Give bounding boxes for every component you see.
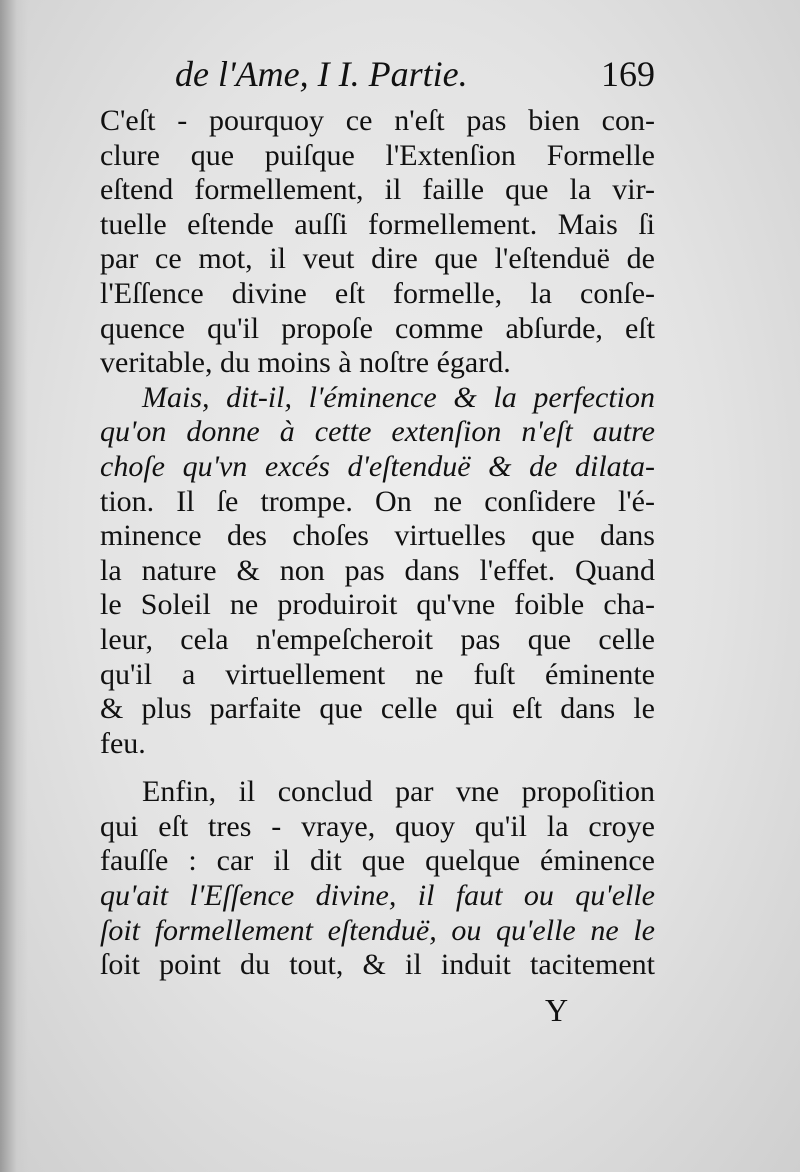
text-line: feu. <box>100 726 146 760</box>
text-line: veritable, du moins à noſtre égard. <box>100 346 511 380</box>
text-line-italic: qu'ait l'Eſſence divine, il faut ou qu'elle <box>100 879 655 913</box>
text-line: Enfin, il conclud par vne propoſition <box>142 775 655 809</box>
text-line: tion. Il ſe trompe. On ne conſidere l'é- <box>100 484 655 518</box>
paragraph <box>100 104 655 381</box>
text-line: clure que puiſque l'Extenſion Formelle <box>100 138 655 172</box>
paragraph-spacer <box>100 761 655 775</box>
text-line: quence qu'il propoſe comme abſurde, eſt <box>100 311 655 345</box>
text-line: ſoit point du tout, & il induit tacitement <box>100 948 655 982</box>
text-line: eſtend formellement, il faille que la vir- <box>100 173 655 207</box>
paragraph <box>100 381 655 762</box>
text-line-italic: qu'on donne à cette extenſion n'eſt autre <box>100 415 655 449</box>
text-line: & plus parfaite que celle qui eſt dans le <box>100 692 655 726</box>
text-line: qui eſt tres - vraye, quoy qu'il la croye <box>100 809 655 843</box>
text-line: fauſſe : car il dit que quelque éminence <box>100 844 655 878</box>
text-line: qu'il a virtuellement ne fuſt éminente <box>100 657 655 691</box>
body-text <box>100 104 655 983</box>
text-line: tuelle eſtende auſſi formellement. Mais ſi <box>100 207 655 241</box>
text-line: la nature & non pas dans l'effet. Quand <box>100 553 655 587</box>
text-line: le Soleil ne produiroit qu'vne foible cha- <box>100 588 655 622</box>
page-number: 169 <box>601 54 655 94</box>
page-gutter-shadow <box>0 0 28 1172</box>
text-line: par ce mot, il veut dire que l'eſtenduë de <box>100 242 655 276</box>
signature-mark: Y <box>545 992 569 1028</box>
page-header <box>175 52 655 96</box>
text-line: leur, cela n'empeſcheroit pas que celle <box>100 622 655 656</box>
text-line: l'Eſſence divine eſt formelle, la conſe- <box>100 276 655 310</box>
paragraph <box>100 775 655 983</box>
text-line: minence des choſes virtuelles que dans <box>100 519 655 553</box>
text-line-italic: ſoit formellement eſtenduë, ou qu'elle ne le <box>100 913 655 947</box>
running-head: de l'Ame, I I. Partie. <box>175 54 468 94</box>
text-line-italic: choſe qu'vn excés d'eſtenduë & de dilata- <box>100 449 655 483</box>
text-line: C'eſt - pourquoy ce n'eſt pas bien con- <box>100 104 655 137</box>
text-line-italic: Mais, dit-il, l'éminence & la perfection <box>142 380 655 414</box>
